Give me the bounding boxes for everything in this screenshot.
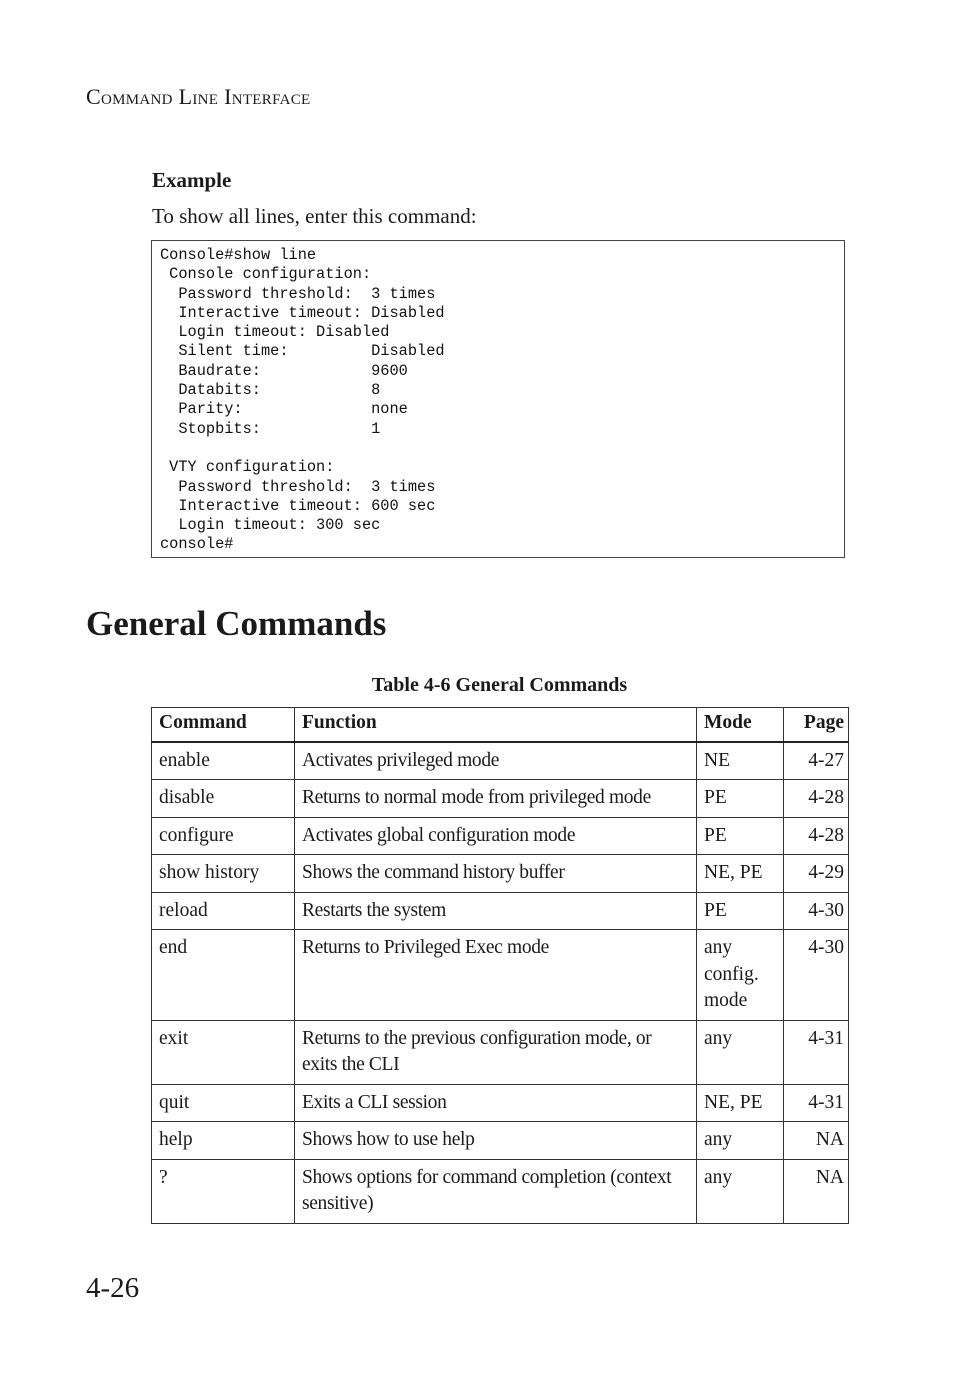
page-cell: 4-31 [784, 1020, 849, 1084]
general-commands-table [151, 707, 849, 1224]
mode-cell: PE [697, 780, 784, 818]
running-head-part: INTERFACE [224, 84, 311, 109]
mode-cell: PE [697, 892, 784, 930]
command-cell: disable [152, 780, 295, 818]
page-cell: 4-28 [784, 780, 849, 818]
function-cell: Exits a CLI session [295, 1084, 697, 1122]
mode-cell: NE, PE [697, 855, 784, 893]
table-row [152, 1084, 849, 1122]
page-cell: 4-29 [784, 855, 849, 893]
table-row [152, 892, 849, 930]
mode-cell: any config. mode [697, 930, 784, 1021]
example-heading: Example [152, 168, 232, 192]
running-head-part: LINE [178, 84, 219, 109]
page-cell: NA [784, 1159, 849, 1223]
table-caption: Table 4-6 General Commands [371, 674, 628, 696]
table-row [152, 855, 849, 893]
mode-cell: NE [697, 742, 784, 780]
mode-cell: any [697, 1020, 784, 1084]
function-cell: Activates global configuration mode [295, 817, 697, 855]
header-command: Command [152, 708, 295, 742]
function-cell: Shows how to use help [295, 1122, 697, 1160]
page-cell: 4-30 [784, 930, 849, 1021]
command-cell: configure [152, 817, 295, 855]
command-cell: exit [152, 1020, 295, 1084]
table-header-row [152, 708, 849, 742]
header-mode: Mode [697, 708, 784, 742]
table-row [152, 817, 849, 855]
function-cell: Returns to normal mode from privileged mode [295, 780, 697, 818]
table-row [152, 930, 849, 1021]
mode-cell: PE [697, 817, 784, 855]
table-row [152, 742, 849, 780]
command-cell: enable [152, 742, 295, 780]
header-page: Page [784, 708, 849, 742]
code-example: Console#show line Console configuration: Password threshold: 3 times Interactive timeout: Disabled Login timeout: Disabled Silent time: Disabled Baudrate: 9600 Databits: 8 Parity: none Stopbits: 1 VTY configuration: Password threshold: 3 times Interactive timeout: 600 sec Login timeout: 300 sec console# [151, 240, 845, 558]
function-cell: Shows options for command completion (context sensitive) [295, 1159, 697, 1223]
running-head [86, 84, 311, 110]
example-intro: To show all lines, enter this command: [152, 204, 477, 228]
command-cell: help [152, 1122, 295, 1160]
command-cell: ? [152, 1159, 295, 1223]
mode-cell: any [697, 1159, 784, 1223]
section-title: General Commands [86, 604, 387, 643]
header-function: Function [295, 708, 697, 742]
command-cell: quit [152, 1084, 295, 1122]
page-cell: 4-27 [784, 742, 849, 780]
function-cell: Returns to the previous configuration mode, or exits the CLI [295, 1020, 697, 1084]
command-cell: end [152, 930, 295, 1021]
page-cell: NA [784, 1122, 849, 1160]
page-cell: 4-31 [784, 1084, 849, 1122]
mode-cell: NE, PE [697, 1084, 784, 1122]
function-cell: Activates privileged mode [295, 742, 697, 780]
table-row [152, 780, 849, 818]
table-body [152, 742, 849, 1224]
page-cell: 4-28 [784, 817, 849, 855]
table-row [152, 1020, 849, 1084]
table-row [152, 1159, 849, 1223]
command-cell: show history [152, 855, 295, 893]
function-cell: Returns to Privileged Exec mode [295, 930, 697, 1021]
running-head-part: COMMAND [86, 84, 173, 109]
function-cell: Shows the command history buffer [295, 855, 697, 893]
page-number: 4-26 [86, 1272, 140, 1304]
table-row [152, 1122, 849, 1160]
function-cell: Restarts the system [295, 892, 697, 930]
page-cell: 4-30 [784, 892, 849, 930]
command-cell: reload [152, 892, 295, 930]
mode-cell: any [697, 1122, 784, 1160]
